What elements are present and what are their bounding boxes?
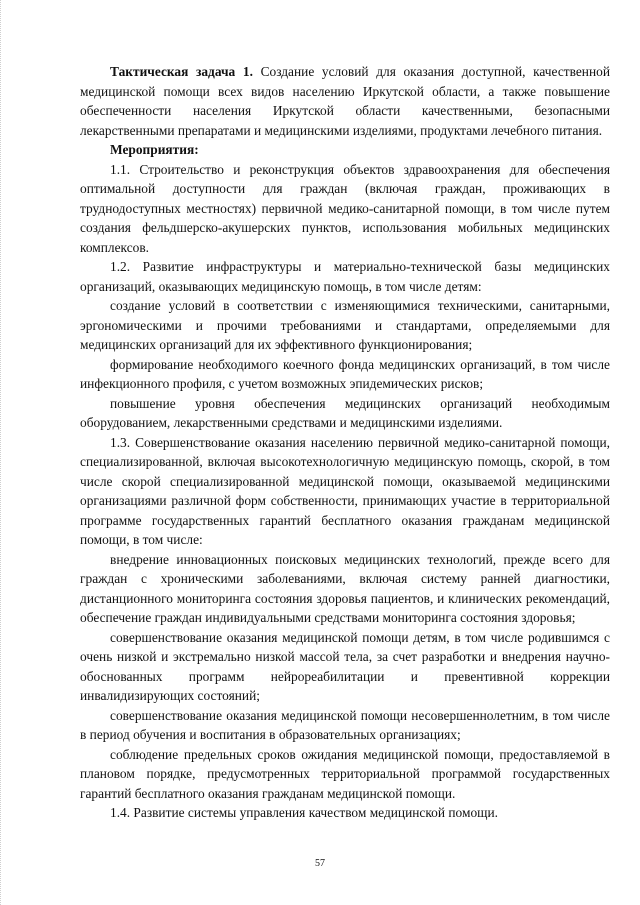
page-number: 57	[315, 858, 325, 869]
paragraph-1-3-item-children: совершенствование оказания медицинской помощи детям, в том числе родившимся с очень низкой и экстремально низкой массой тела, за счет разработки и внедрения научно-обоснованных программ нейрореабилитации и превентивной коррекции инвалидизирующих состояний;	[80, 629, 610, 703]
paragraph-1-3-item-minors: совершенствование оказания медицинской помощи несовершеннолетним, в том числе в период обучения и воспитания в образовательных организациях;	[80, 707, 610, 742]
measures-heading: Мероприятия:	[110, 142, 199, 157]
paragraph-1-2-item-bed-fund: формирование необходимого коечного фонда медицинских организаций, в том числе инфекционного профиля, с учетом возможных эпидемических рисков;	[80, 356, 610, 391]
paragraph-1-2-item-conditions: создание условий в соответствии с изменяющимися техническими, санитарными, эргономическими и прочими требованиями и стандартами, определяемыми для медицинских организаций для их эффективного функционирования;	[80, 298, 610, 352]
paragraph-1-1: 1.1. Строительство и реконструкция объектов здравоохранения для обеспечения оптимальной доступности для граждан (включая граждан, проживающих в труднодоступных местностях) первичной медико-санитарной помощи, в том числе путем создания фельдшерско-акушерских пунктов, использования мобильных медицинских комплексов.	[80, 161, 610, 255]
task-text: Создание условий для оказания доступной, качественной медицинской помощи всех видов населению Иркутской области, а также повышение обеспеченности населения Иркутской области качественными, безопасными лекарственными препаратами и медицинскими изделиями, продуктами лечебного питания.	[80, 64, 610, 138]
document-body	[80, 62, 610, 823]
paragraph-1-2-item-equipment: повышение уровня обеспечения медицинских организаций необходимым оборудованием, лекарственными средствами и медицинскими изделиями.	[80, 395, 610, 430]
paragraph-1-2: 1.2. Развитие инфраструктуры и материально-технической базы медицинских организаций, оказывающих медицинскую помощь, в том числе детям:	[80, 259, 610, 294]
paragraph-1-4: 1.4. Развитие системы управления качеством медицинской помощи.	[110, 805, 498, 820]
task-paragraph	[80, 62, 610, 140]
paragraph-1-3: 1.3. Совершенствование оказания населению первичной медико-санитарной помощи, специализированной, включая высокотехнологичную медицинскую помощь, скорой, в том числе скорой специализированной медицинской помощи, оказываемой медицинскими организациями различной форм собственности, принимающих участие в территориальной программе государственных гарантий бесплатного оказания гражданам медицинской помощи, в том числе:	[80, 434, 610, 547]
scan-edge-marks	[0, 0, 7, 905]
task-title: Тактическая задача 1.	[110, 64, 253, 79]
paragraph-1-3-item-innovations: внедрение инновационных поисковых медицинских технологий, прежде всего для граждан с хроническими заболеваниями, включая систему ранней диагностики, дистанционного мониторинга состояния здоровья пациентов, и клинических рекомендаций, обеспечение граждан индивидуальными средствами мониторинга состояния здоровья;	[80, 551, 610, 625]
paragraph-1-3-item-waiting-times: соблюдение предельных сроков ожидания медицинской помощи, предоставляемой в плановом порядке, предусмотренных территориальной программой государственных гарантий бесплатного оказания гражданам медицинской помощи.	[80, 746, 610, 801]
